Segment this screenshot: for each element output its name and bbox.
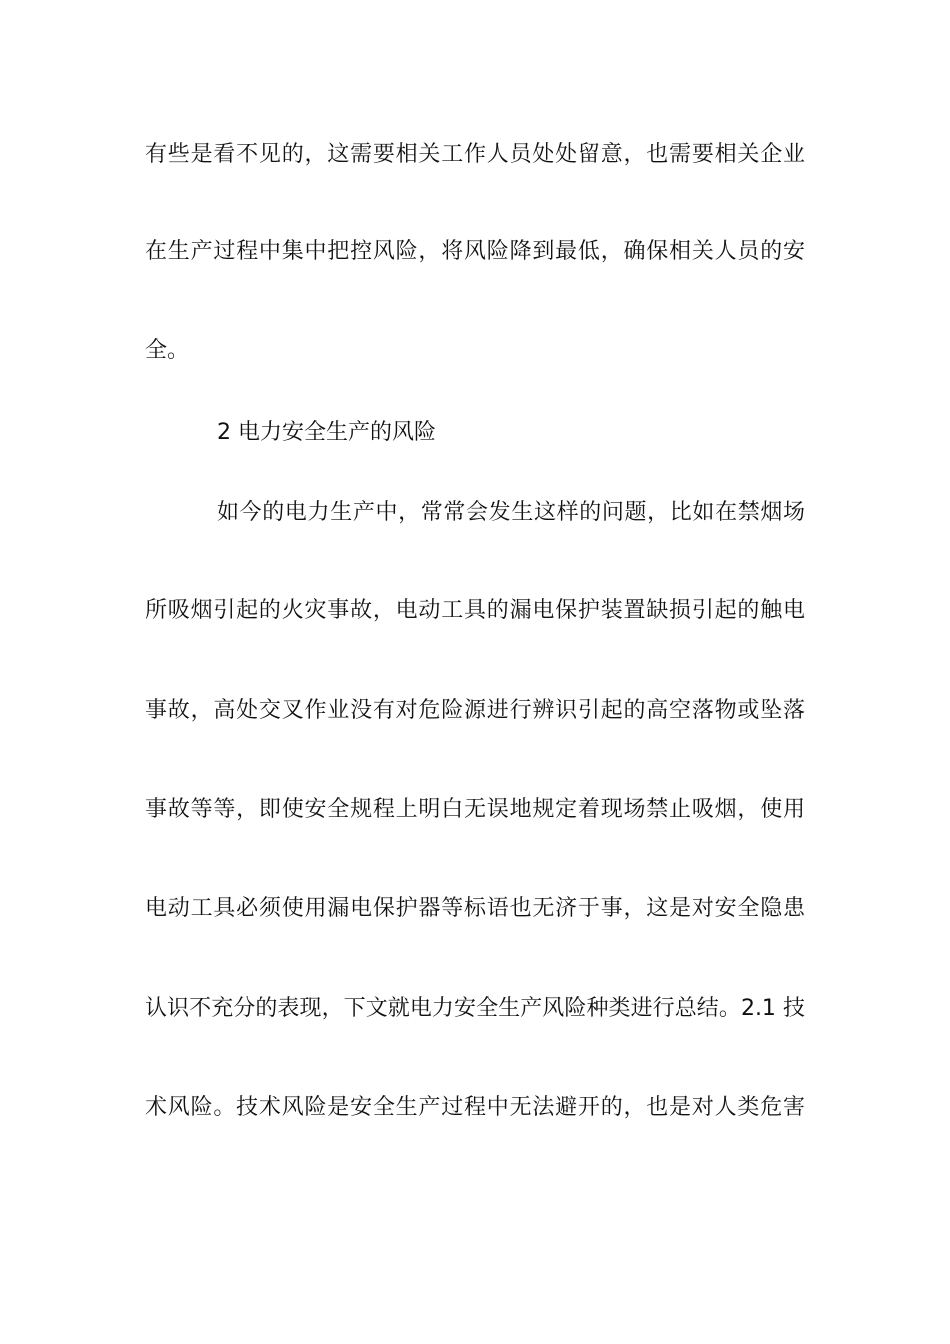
paragraph-2-line-2: 所吸烟引起的火灾事故，电动工具的漏电保护装置缺损引起的触电 (145, 598, 805, 623)
paragraph-2-line-5: 电动工具必须使用漏电保护器等标语也无济于事，这是对安全隐患 (145, 896, 805, 921)
paragraph-2-line-1: 如今的电力生产中，常常会发生这样的问题，比如在禁烟场 (217, 500, 805, 525)
paragraph-2-line-4: 事故等等，即使安全规程上明白无误地规定着现场禁止吸烟，使用 (145, 797, 805, 822)
paragraph-2-line-6: 认识不充分的表现，下文就电力安全生产风险种类进行总结。2.1 技 (145, 996, 805, 1021)
paragraph-2-line-7: 术风险。技术风险是安全生产过程中无法避开的，也是对人类危害 (145, 1095, 805, 1120)
paragraph-1-line-3: 全。 (145, 338, 190, 363)
paragraph-1-line-2: 在生产过程中集中把控风险，将风险降到最低，确保相关人员的安 (145, 239, 805, 264)
paragraph-2-line-3: 事故，高处交叉作业没有对危险源进行辨识引起的高空落物或坠落 (145, 698, 805, 723)
section-heading: 2 电力安全生产的风险 (217, 420, 436, 445)
paragraph-1-line-1: 有些是看不见的，这需要相关工作人员处处留意，也需要相关企业 (145, 142, 805, 167)
